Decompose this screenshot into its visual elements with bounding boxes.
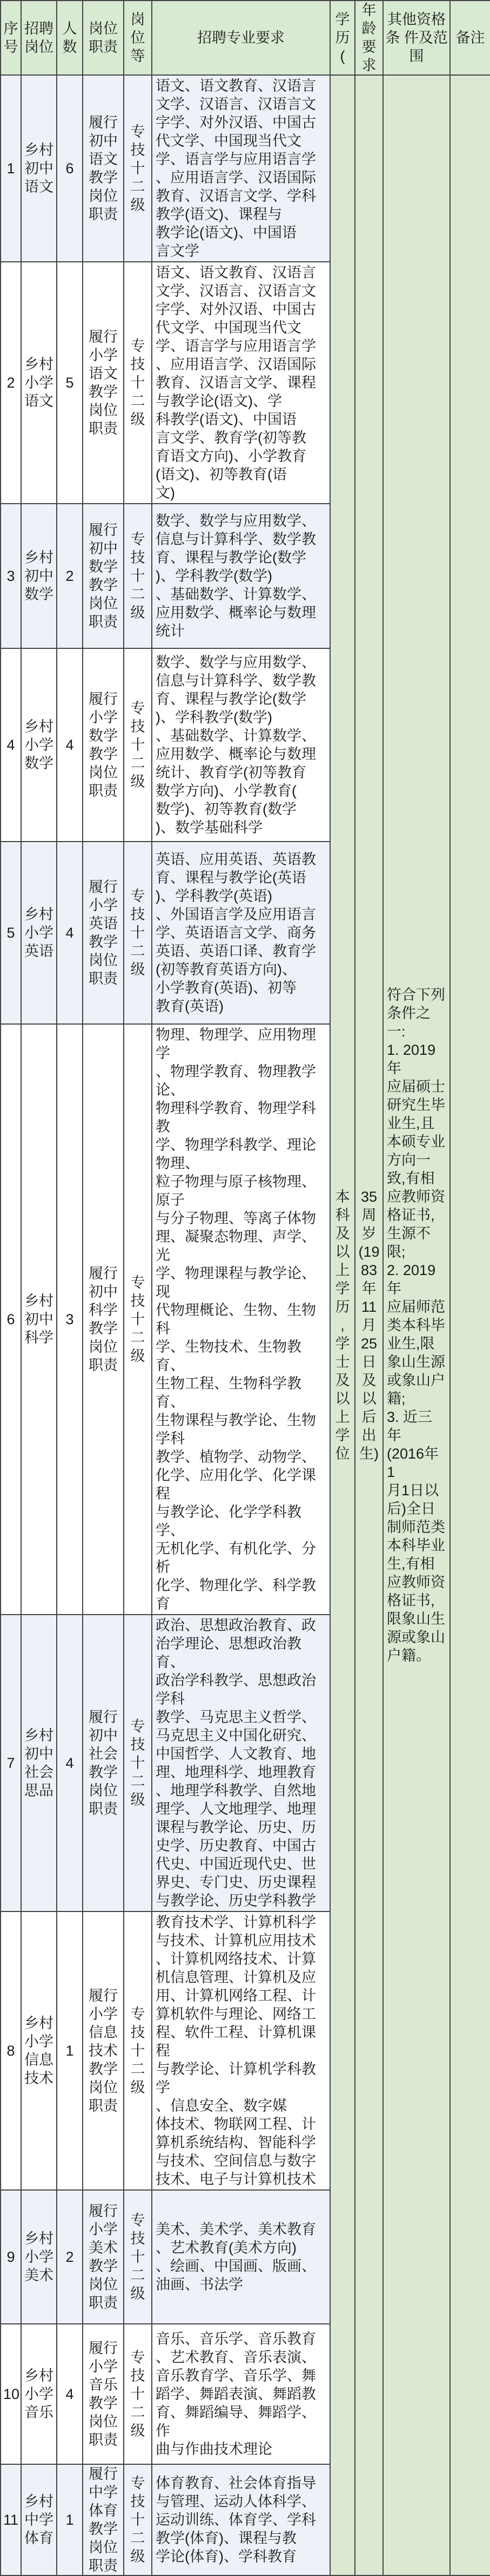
- header-row: [1, 1, 490, 75]
- headcount: 2: [65, 2249, 74, 2265]
- post-duty: 履行 初中 科学 教学 岗位 职责: [89, 1265, 118, 1373]
- post-grade: 专 技 十 二 级: [130, 124, 145, 213]
- post-duty: 履行 小学 信息 技术 教学 岗位 职责: [89, 1988, 118, 2114]
- major-requirements: 教育技术学、计算机科学 与技术、计算机应用技术 、计算机网络技术、计算 机信息管理、计算机及应 用、计算机网络工程、计 算机软件与理论、网络工 程、软件工程、计算机课程 与教学论、计算机学科教学 、信息安全、数字媒 体技术、物联网工程、计 算机系统结构、智能科学 与技术、空间信息与数字 技术、电子与计算机技术: [156, 1914, 316, 2187]
- major-requirements-cell: [152, 1024, 330, 1615]
- post-name-cell: [21, 1615, 57, 1911]
- header-majors: 招聘专业要求: [152, 1, 330, 75]
- major-requirements: 物理、物理学、应用物理学 、物理学教育、物理教学论、 物理科学教育、物理学科教 学、物理学科教学、理论物理、 粒子物理与原子核物理、原子 与分子物理、等离子体物 理、凝聚态物理、声学、光 学、物理课程与教学论、现 代物理概论、生物、生物科 学、生物技术、生物教育、 生物工程、生物科学教育、 生物课程与教学论、生物学科 教学、植物学、动物学、 化学、应用化学、化学课程 与教学论、化学学科教学、 无机化学、有机化学、分析 化学、物理化学、科学教育: [156, 1027, 316, 1612]
- age-requirement: 35周 岁 (19 83年 11月 25日 及以 后出 生): [358, 1189, 380, 1462]
- post-name: 乡村 小学 信息 技术: [24, 2015, 53, 2086]
- row-number-cell: [1, 2324, 21, 2464]
- post-duty-cell: [83, 842, 124, 1024]
- post-duty: 履行 初中 数学 教学 岗位 职责: [89, 522, 118, 630]
- header-other-conditions: 其他资格条 件及范围: [383, 1, 450, 75]
- post-grade-cell: [124, 2464, 152, 2575]
- post-name: 乡村 初中 语文: [24, 142, 53, 195]
- major-requirements: 政治、思想政治教育、政 治学理论、思想政治教育、 政治学科教学、思想政治学科 教学、马克思主义哲学、 马克思主义中国化研究、 中国哲学、人文教育、地 理、地理科学、地理教育 、地理学科教学、自然地 理学、人文地理学、地理 课程与教学论、历史、历 史学、历史教育、中国古 代史、中国近现代史、世 界史、专门史、历史课程 与教学论、历史学科教学: [156, 1617, 316, 1909]
- row-number-cell: [1, 262, 21, 504]
- post-duty-cell: [83, 2190, 124, 2324]
- post-name-cell: [21, 1911, 57, 2190]
- post-grade-cell: [124, 262, 152, 504]
- major-requirements-cell: [152, 262, 330, 504]
- row-number: 4: [6, 737, 15, 753]
- headcount: 6: [65, 160, 74, 177]
- table-body: [1, 75, 490, 2575]
- major-requirements-cell: [152, 1615, 330, 1911]
- post-duty-cell: [83, 504, 124, 648]
- row-number-cell: [1, 2464, 21, 2575]
- headcount-cell: [57, 2324, 83, 2464]
- post-duty-cell: [83, 648, 124, 842]
- post-duty-cell: [83, 2324, 124, 2464]
- headcount-cell: [57, 842, 83, 1024]
- header-age: 年龄 要求: [355, 1, 383, 75]
- post-name-cell: [21, 648, 57, 842]
- row-number-cell: [1, 1615, 21, 1911]
- headcount-cell: [57, 648, 83, 842]
- headcount: 1: [65, 2043, 74, 2059]
- post-duty-cell: [83, 1615, 124, 1911]
- row-number-cell: [1, 1024, 21, 1615]
- headcount-cell: [57, 2190, 83, 2324]
- post-grade: 专 技 十 二 级: [130, 1718, 145, 1808]
- major-requirements: 英语、应用英语、英语教 育、课程与教学论(英语 )、学科教学(英语) 、外国语言学及应用语言 学、英语语言文学、商务 英语、英语口译、教育学 (初等教育英语方向)、 小学教育(英语)、初等 教育(英语): [156, 851, 316, 1014]
- headcount-cell: [57, 504, 83, 648]
- headcount: 4: [65, 1755, 74, 1771]
- headcount-cell: [57, 1024, 83, 1615]
- major-requirements-cell: [152, 75, 330, 262]
- post-name: 乡村 初中 社会 思品: [24, 1727, 53, 1799]
- post-duty-cell: [83, 1911, 124, 2190]
- header-grade: 岗位 等: [124, 1, 152, 75]
- headcount: 1: [65, 2512, 74, 2528]
- post-duty-cell: [83, 75, 124, 262]
- post-grade: 专 技 十 二 级: [130, 1275, 145, 1364]
- post-grade-cell: [124, 1911, 152, 2190]
- post-duty-cell: [83, 262, 124, 504]
- major-requirements-cell: [152, 842, 330, 1024]
- post-grade: 专 技 十 二 级: [130, 2212, 145, 2302]
- post-duty: 履行 小学 英语 教学 岗位 职责: [89, 879, 118, 987]
- major-requirements: 音乐、音乐学、音乐教育 、艺术教育、音乐表演、 音乐教育学、音乐学、舞 蹈学、舞蹈表演、舞蹈教 育、舞蹈编导、舞蹈学、作 曲与作曲技术理论: [156, 2331, 316, 2457]
- headcount-cell: [57, 2464, 83, 2575]
- post-name-cell: [21, 842, 57, 1024]
- post-grade: 专 技 十 二 级: [130, 2006, 145, 2096]
- post-name: 乡村 中学 体育: [24, 2493, 53, 2546]
- headcount: 4: [65, 2386, 74, 2402]
- major-requirements-cell: [152, 648, 330, 842]
- headcount-cell: [57, 1911, 83, 2190]
- row-number-cell: [1, 75, 21, 262]
- post-duty: 履行 中学 体育 教学 岗位 职责: [89, 2466, 118, 2574]
- post-grade: 专 技 十 二 级: [130, 700, 145, 790]
- post-name-cell: [21, 1024, 57, 1615]
- post-grade-cell: [124, 2190, 152, 2324]
- post-name-cell: [21, 262, 57, 504]
- row-number: 9: [6, 2249, 15, 2265]
- major-requirements: 数学、数学与应用数学、 信息与计算科学、数学教 育、课程与教学论(数学 )、学科教学(数学) 、基础数学、计算数学、 应用数学、概率论与数理 统计、教育学(初等教育 数学方向)、小学教育( 数学)、初等教育(数学 )、数学基础科学: [156, 654, 316, 836]
- post-grade-cell: [124, 1615, 152, 1911]
- header-note: 备注: [450, 1, 490, 75]
- major-requirements-cell: [152, 2190, 330, 2324]
- post-grade-cell: [124, 2324, 152, 2464]
- row-number-cell: [1, 1911, 21, 2190]
- headcount: 5: [65, 375, 74, 391]
- post-name: 乡村 初中 数学: [24, 550, 53, 602]
- row-number-cell: [1, 648, 21, 842]
- post-name-cell: [21, 75, 57, 262]
- other-conditions-cell: [383, 75, 450, 2575]
- major-requirements: 数学、数学与应用数学、 信息与计算科学、数学教 育、课程与教学论(数学 )、学科教学(数学) 、基础数学、计算数学、 应用数学、概率论与数理 统计: [156, 513, 316, 639]
- education-requirement: 本 科 及 以 上 学 历 , 学 士 及 以 上 学 位: [335, 1189, 350, 1462]
- row-number: 3: [6, 568, 15, 584]
- headcount: 3: [65, 1311, 74, 1327]
- header-education: 学历 (: [330, 1, 355, 75]
- major-requirements: 体育教育、社会体育指导 与管理、运动人体科学、 运动训练、体育学、学科 教学(体育)、课程与教 学论(体育)、学科教育: [156, 2475, 316, 2565]
- post-duty-cell: [83, 1024, 124, 1615]
- major-requirements: 语文、语文教育、汉语言 文学、汉语言、汉语言文 字学、对外汉语、中国古 代文学、中国现当代文 学、语言学与应用语言学 、应用语言学、汉语国际 教育、汉语言文学、课程 与教学论(语文)、学 科教学(语文)、中国语 言文学、教育学(初等教 育语文方向)、小学教育 (语文)、初等教育(语 文): [156, 265, 316, 501]
- row-number-cell: [1, 2190, 21, 2324]
- post-grade: 专 技 十 二 级: [130, 338, 145, 428]
- major-requirements-cell: [152, 2464, 330, 2575]
- post-grade: 专 技 十 二 级: [130, 888, 145, 978]
- post-name-cell: [21, 2324, 57, 2464]
- other-conditions: 符合下列 条件之 一: 1. 2019年 应届硕士 研究生毕 业生,且 本硕专业 方向一 致,有相 应教师资 格证书, 生源不 限; 2. 2019年 应届师范 类本科毕 业生,限 象山生源 或象山户 籍; 3. 近三年 (2016年1 月1日以 后)全日 制师范类 本科毕业 生,有相 应教师资 格证书, 限象山生 源或象山 户籍。: [387, 987, 445, 1664]
- post-grade-cell: [124, 648, 152, 842]
- row-number: 7: [6, 1755, 15, 1771]
- note-cell: [450, 75, 490, 2575]
- post-grade-cell: [124, 1024, 152, 1615]
- post-name-cell: [21, 2464, 57, 2575]
- major-requirements: 美术、美术学、美术教育 、艺术教育(美术方向) 、绘画、中国画、版画、 油画、书法学: [156, 2221, 316, 2293]
- major-requirements-cell: [152, 504, 330, 648]
- post-duty: 履行 小学 语文 教学 岗位 职责: [89, 329, 118, 437]
- row-number: 5: [6, 925, 15, 941]
- major-requirements-cell: [152, 1911, 330, 2190]
- post-grade-cell: [124, 504, 152, 648]
- post-duty: 履行 小学 数学 教学 岗位 职责: [89, 691, 118, 799]
- headcount: 4: [65, 737, 74, 753]
- post-name: 乡村 小学 数学: [24, 718, 53, 771]
- post-name: 乡村 小学 语文: [24, 356, 53, 409]
- headcount: 2: [65, 568, 74, 584]
- row-number: 2: [6, 375, 15, 391]
- post-duty: 履行 小学 美术 教学 岗位 职责: [89, 2203, 118, 2311]
- post-duty-cell: [83, 2464, 124, 2575]
- post-grade: 专 技 十 二 级: [130, 2475, 145, 2565]
- major-requirements: 语文、语文教育、汉语言 文学、汉语言、汉语言文 字学、对外汉语、中国古 代文学、中国现当代文 学、语言学与应用语言学 、应用语言学、汉语国际 教育、汉语言文学、学科 教学(语文)、课程与 教学论(语文)、中国语 言文学: [156, 78, 316, 259]
- headcount: 4: [65, 925, 74, 941]
- headcount-cell: [57, 1615, 83, 1911]
- post-name: 乡村 小学 英语: [24, 906, 53, 959]
- post-duty: 履行 初中 语文 教学 岗位 职责: [89, 114, 118, 222]
- post-grade-cell: [124, 842, 152, 1024]
- header-duty: 岗位 职责: [83, 1, 124, 75]
- row-number: 8: [6, 2043, 15, 2059]
- row-number: 10: [3, 2386, 20, 2402]
- post-name: 乡村 小学 美术: [24, 2231, 53, 2283]
- row-number: 6: [6, 1311, 15, 1327]
- row-number: 1: [6, 160, 15, 177]
- table-row: [1, 75, 490, 262]
- post-grade: 专 技 十 二 级: [130, 531, 145, 621]
- post-name: 乡村 小学 音乐: [24, 2368, 53, 2421]
- headcount-cell: [57, 262, 83, 504]
- post-name: 乡村 初中 科学: [24, 1293, 53, 1346]
- header-no: 序 号: [1, 1, 21, 75]
- post-duty: 履行 小学 音乐 教学 岗位 职责: [89, 2340, 118, 2448]
- education-requirement-cell: [330, 75, 355, 2575]
- row-number: 11: [3, 2512, 19, 2528]
- post-grade: 专 技 十 二 级: [130, 2349, 145, 2439]
- post-name-cell: [21, 504, 57, 648]
- major-requirements-cell: [152, 2324, 330, 2464]
- row-number-cell: [1, 504, 21, 648]
- age-requirement-cell: [355, 75, 383, 2575]
- header-post: 招聘 岗位: [21, 1, 57, 75]
- post-duty: 履行 初中 社会 教学 岗位 职责: [89, 1709, 118, 1817]
- headcount-cell: [57, 75, 83, 262]
- header-count: 人数: [57, 1, 83, 75]
- post-grade-cell: [124, 75, 152, 262]
- post-name-cell: [21, 2190, 57, 2324]
- row-number-cell: [1, 842, 21, 1024]
